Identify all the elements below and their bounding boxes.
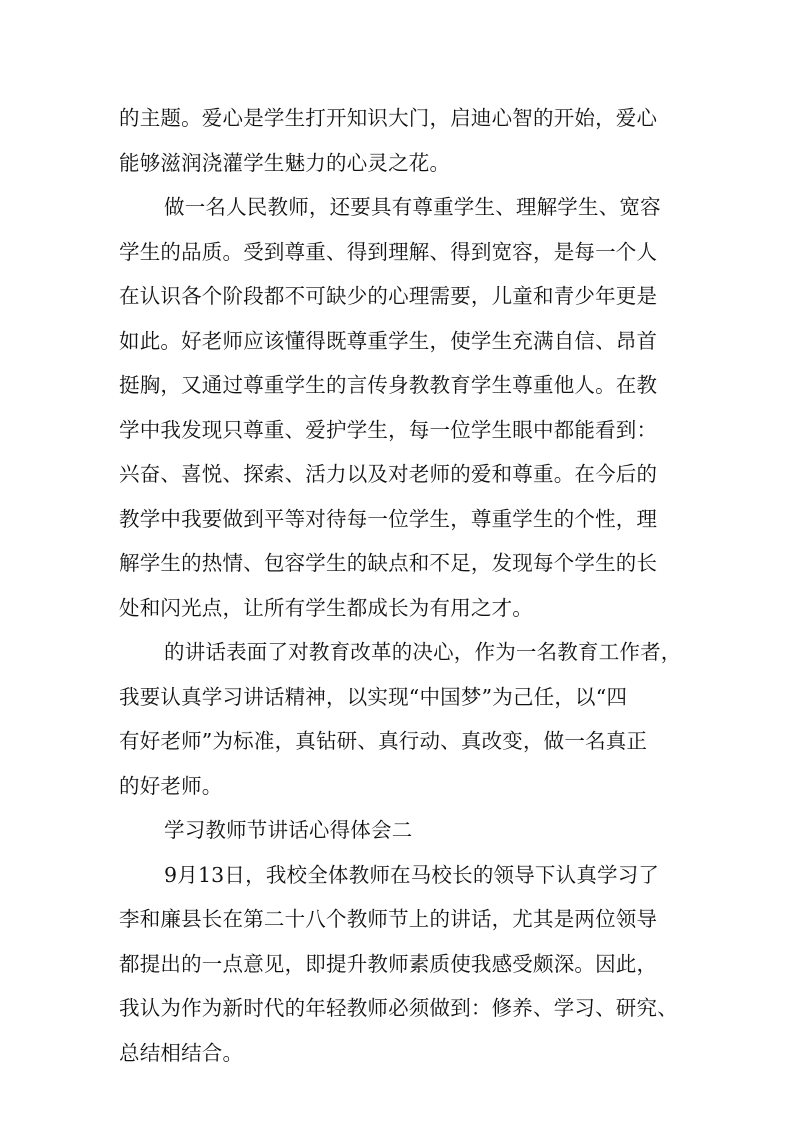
text-line: 都提出的一点意见，即提升教师素质使我感受颇深。因此， [119, 951, 658, 976]
text-line: 的主题。爱心是学生打开知识大门，启迪心智的开始，爱心 [119, 106, 658, 130]
text-line: 有好老师”为标准，真钻研、真行动、真改变，做一名真正 [119, 729, 648, 753]
text-line: 处和闪光点，让所有学生都成长为有用之才。 [119, 595, 533, 620]
paragraph-start-line: 做一名人民教师，还要具有尊重学生、理解学生、宽容 [164, 195, 661, 219]
paragraph-start-line: 9月13日，我校全体教师在马校长的领导下认真学习了 [164, 862, 660, 887]
text-line: 我认为作为新时代的年轻教师必须做到：修养、学习、研究、 [119, 996, 678, 1020]
text-line: 能够滋润浇灌学生魅力的心灵之花。 [119, 150, 451, 175]
text-line: 总结相结合。 [119, 1040, 244, 1065]
text-line: 的好老师。 [119, 773, 223, 798]
text-line: 如此。好老师应该懂得既尊重学生，使学生充满自信、昂首 [119, 328, 658, 353]
text-line: 解学生的热情、包容学生的缺点和不足，发现每个学生的长 [119, 551, 658, 575]
text-line: 学中我发现只尊重、爱护学生，每一位学生眼中都能看到： [119, 417, 658, 442]
text-line: 学生的品质。受到尊重、得到理解、得到宽容，是每一个人 [119, 239, 658, 264]
text-line: 在认识各个阶段都不可缺少的心理需要，儿童和青少年更是 [119, 284, 658, 308]
paragraph-start-line: 的讲话表面了对教育改革的决心，作为一名教育工作者， [164, 640, 682, 664]
text-line: 我要认真学习讲话精神，以实现“中国梦”为己任，以“四 [119, 684, 628, 709]
section-heading: 学习教师节讲话心得体会二 [164, 818, 413, 842]
document-body [119, 96, 682, 1075]
text-line: 挺胸，又通过尊重学生的言传身教教育学生尊重他人。在教 [119, 373, 658, 397]
text-line: 教学中我要做到平等对待每一位学生，尊重学生的个性，理 [119, 506, 658, 531]
text-line: 李和廉县长在第二十八个教师节上的讲话，尤其是两位领导 [119, 907, 658, 931]
text-line: 兴奋、喜悦、探索、活力以及对老师的爱和尊重。在今后的 [119, 462, 658, 486]
